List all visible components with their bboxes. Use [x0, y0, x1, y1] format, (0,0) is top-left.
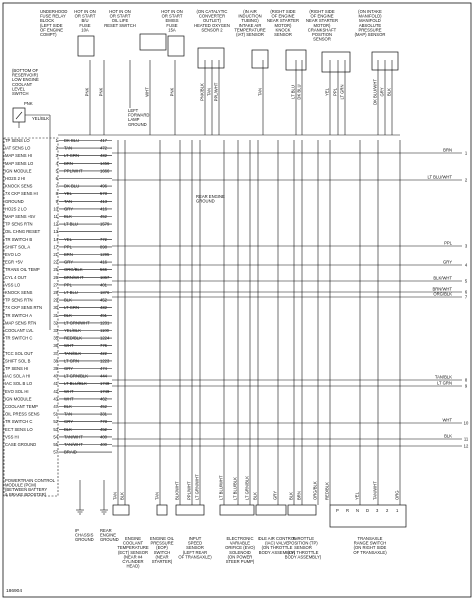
pcm-pin-color-7: YEL — [64, 191, 72, 197]
top-source-3: HOT IN ON OR START EMISS FUSE 15A — [161, 9, 183, 33]
pcm-pin-number-8: 9 — [55, 198, 58, 204]
pcm-pin-name-20: KNOCK SENS — [5, 290, 33, 295]
pcm-pin-circuit-11: 1579 — [100, 221, 110, 227]
pcm-pin-number-25: 33 — [53, 328, 58, 333]
pcm-pin-color-34: WHT — [64, 396, 74, 402]
pcm-pin-circuit-14: 898 — [100, 244, 107, 250]
source-box-1 — [140, 34, 166, 50]
pcm-pin-name-12: OIL CHNG RESET — [5, 229, 41, 235]
bottom-wire-label-0: TAN — [112, 491, 118, 500]
pcm-pin-color-14: PPL — [64, 244, 72, 250]
top-wire-label-9: DK BLU — [296, 84, 302, 100]
pcm-pin-circuit-4: 1666 — [100, 168, 110, 174]
pcm-pin-name-18: CYL 4 OUT — [5, 274, 27, 280]
bottom-wire-label-10: GRY — [272, 491, 278, 500]
pcm-pin-name-26: TR SWITCH C — [5, 335, 33, 341]
pcm-pin-color-15: BRN — [64, 252, 73, 257]
pcm-pin-name-34: IGN MODULE — [5, 396, 32, 402]
pcm-pin-number-29: 38 — [53, 358, 58, 364]
top-source-8: (ON INTAKE MANIFOLD) MANIFOLD ABSOLUTE PRESSURE (MAP) SENSOR — [354, 9, 386, 37]
pcm-pin-number-15: 21 — [53, 252, 58, 257]
bottom-wire-label-7: LT BLU/BLK — [232, 477, 238, 500]
pcm-pin-circuit-22: 432 — [100, 305, 107, 311]
bottom-component-4: IDLE AIR CONTROL (IAC) VALVE (ON THROTTLE BODY ASSEMBLY) — [257, 536, 297, 555]
pcm-pin-number-4: 5 — [55, 168, 58, 174]
pcm-horizontal-wires — [59, 141, 462, 453]
bottom-connector-2 — [176, 505, 204, 515]
bottom-wire-label-6: LT BLU/WHT — [218, 475, 224, 500]
right-connector-number-1: 2 — [464, 177, 468, 183]
pcm-pin-color-27: WHT — [64, 343, 74, 349]
right-wire-label-0: BRN — [443, 147, 452, 153]
right-wire-label-4: BLK/WHT — [433, 275, 452, 281]
pcm-pin-circuit-20: 1876 — [100, 290, 110, 295]
pcm-pin-number-34: 43 — [53, 396, 58, 402]
pcm-pin-number-9: 10 — [53, 206, 58, 212]
bottom-wire-label-3: BLK/WHT — [174, 481, 180, 500]
top-wire-label-2: WHT — [144, 87, 150, 97]
bottom-component-0: ENGINE COOLANT TEMPERATURE (ECT) SENSOR (NEAR #4 CYLINDER HEAD) — [117, 536, 149, 569]
pcm-pin-name-25: COOLANT LVL — [5, 328, 34, 333]
top-source-6: (RIGHT SIDE OF ENGINE NEAR STARTER MOTOR) KNOCK SENSOR — [267, 9, 299, 37]
pcm-pin-color-29: LT GRN — [64, 358, 79, 364]
pcm-pin-color-18: BRN/WHT — [64, 274, 84, 280]
bottom-wire-label-13: ORG/BLK — [312, 481, 318, 500]
right-connector-number-6: 7 — [464, 294, 468, 300]
pcm-pin-circuit-3: 1456 — [100, 160, 110, 166]
pcm-pin-number-14: 17 — [53, 244, 58, 250]
pcm-pin-color-23: BLK — [64, 312, 72, 318]
pcm-pin-name-15: EVO LO — [5, 252, 21, 257]
right-connector-number-8: 9 — [464, 383, 468, 389]
pcm-pin-name-39: VSS HI — [5, 434, 19, 440]
switch-pin-0: P — [336, 508, 339, 513]
pcm-pin-circuit-15: 1295 — [100, 252, 110, 257]
pcm-pin-color-21: BLK — [64, 297, 72, 303]
pcm-pin-circuit-23: 451 — [100, 312, 107, 318]
pcm-pin-number-1: 2 — [55, 145, 58, 151]
bottom-wire-label-14: RED/BLK — [324, 482, 330, 500]
pcm-pin-name-30: TP SENS HI — [5, 366, 29, 371]
pcm-pin-circuit-25: 1100 — [100, 328, 110, 333]
bottom-component-5: THROTTLE POSITION (TP) SENSOR (ON THROTTLE BODY ASSEMBLY) — [284, 536, 322, 560]
pcm-pin-number-23: 31 — [53, 312, 58, 318]
right-connector-number-3: 4 — [464, 262, 468, 268]
right-wire-label-5: BRN/WHT — [432, 286, 452, 292]
pcm-pin-number-17: 25 — [53, 267, 58, 273]
ground-symbols — [75, 108, 225, 542]
right-connector-number-4: 5 — [464, 278, 468, 284]
pcm-pin-name-21: TP SENS RTN — [5, 297, 33, 303]
pcm-pin-number-28: 37 — [53, 350, 58, 356]
pcm-pin-color-16: GRY — [64, 259, 73, 265]
pcm-pin-circuit-24: 1231 — [100, 320, 110, 326]
right-connector-number-10: 11 — [463, 436, 469, 442]
pcm-pin-circuit-40: 400 — [100, 442, 107, 447]
pcm-pin-name-7: 7X CKP SENS HI — [5, 191, 38, 197]
pcm-pin-circuit-29: 1223 — [100, 358, 110, 364]
pcm-pin-circuit-18: 1867 — [100, 274, 110, 280]
pcm-pin-color-25: YEL/BLK — [64, 328, 81, 333]
top-wire-label-13: DK BLU/WHT — [372, 79, 378, 105]
pcm-pin-name-37: TR SWITCH C — [5, 419, 33, 425]
top-source-0: UNDERHOOD FUSE RELAY BLOCK (LEFT SIDE OF ENGINE COMPT) — [40, 9, 68, 37]
top-wire-label-3: PNK — [169, 87, 175, 97]
left-forward-lamp-ground-text: LEFT FORWARD LAMP GROUND — [128, 108, 150, 127]
pcm-pin-number-18: 26 — [53, 274, 58, 280]
pcm-pin-color-0: DK BLU — [64, 138, 80, 143]
pcm-pin-circuit-39: 400 — [100, 434, 107, 440]
pcm-pin-color-8: TAN — [64, 198, 73, 204]
pcm-pin-number-41: 57 — [53, 449, 58, 455]
pcm-pin-circuit-34: 462 — [100, 396, 107, 402]
pcm-pin-color-6: DK BLU — [64, 183, 80, 189]
top-wire-label-12: LT GRN — [339, 84, 345, 100]
switch-pin-4: 3 — [376, 508, 379, 513]
rear-engine-ground-text: REAR ENGINE GROUND — [196, 194, 225, 204]
pcm-pin-circuit-28: 422 — [100, 350, 107, 356]
right-wire-label-1: LT BLU/WHT — [427, 174, 452, 180]
switch-pin-3: D — [366, 508, 370, 513]
pcm-pin-number-31: 40 — [53, 373, 58, 379]
pcm-pin-number-27: 36 — [53, 343, 58, 349]
pcm-pin-name-29: SHIFT SOL B — [5, 358, 31, 364]
pcm-pin-circuit-0: 417 — [100, 138, 107, 143]
top-wire-label-8: LT BLU — [290, 85, 296, 99]
pcm-pin-number-11: 12 — [53, 221, 58, 227]
pcm-pin-name-14: SHIFT SOL A — [5, 244, 31, 250]
pcm-pin-name-4: IGN MODULE — [5, 168, 32, 174]
pcm-pin-circuit-9: 416 — [100, 206, 107, 212]
rear-engine-ground-bottom-text: REAR ENGINE GROUND — [100, 528, 119, 543]
pcm-pin-color-24: LT GRN/WHT — [64, 320, 90, 326]
bottom-components — [117, 536, 387, 569]
pcm-pin-circuit-26: 1224 — [100, 335, 110, 341]
coolant-switch-text: (BOTTOM OF RESERVOIR) LOW ENGINE COOLANT LEVEL SWITCH — [12, 68, 39, 96]
bottom-wire-label-8: LT GRN/BLK — [244, 475, 250, 500]
pcm-pin-name-24: MAP SENS RTN — [5, 320, 37, 326]
top-wire-label-1: PNK — [98, 87, 104, 97]
bottom-component-1: ENGINE OIL PRESSURE (EOP) SWITCH (NEAR STARTER) — [150, 536, 174, 564]
bottom-component-2: INPUT SPEED SENSOR (LEFT REAR OF TRANSAXLE) — [178, 536, 212, 560]
top-source-2: HOT IN ON OR START OIL LIFE RESET SWITCH — [104, 9, 136, 28]
pcm-pin-circuit-16: 416 — [100, 259, 107, 265]
pcm-pin-number-33: 42 — [53, 388, 58, 394]
pcm-pin-color-30: GRY — [64, 366, 73, 371]
bottom-wire-label-2: TAN — [154, 491, 160, 500]
pcm-pin-color-17: ORG/BLK — [64, 267, 83, 273]
pcm-pin-number-7: 8 — [55, 191, 58, 197]
bottom-wire-label-12: BRN — [296, 491, 302, 500]
pcm-pin-color-35: BLK — [64, 404, 72, 409]
pcm-pin-name-33: EVO SOL HI — [5, 388, 29, 394]
pcm-pin-color-39: TAN/WHT — [64, 434, 83, 440]
top-wire-label-0: PNK — [84, 87, 90, 97]
pcm-pin-name-38: ECT SENS LO — [5, 426, 33, 432]
top-wire-label-11: PPL — [332, 88, 338, 96]
top-source-labels — [40, 9, 385, 42]
source-box-3 — [198, 48, 224, 68]
pcm-pin-name-1: IAT SENS LO — [5, 145, 31, 151]
diagram-id: 186904 — [6, 589, 23, 594]
pcm-pin-number-40: 55 — [53, 442, 58, 447]
pcm-pin-color-20: LT BLU — [64, 290, 78, 295]
pcm — [4, 138, 110, 497]
pcm-pin-circuit-10: 452 — [100, 214, 107, 219]
pcm-pin-color-3: BRN — [64, 160, 73, 166]
top-wire-label-7: TAN — [257, 87, 263, 97]
switch-pin-1: R — [346, 508, 350, 513]
pcm-pin-number-19: 27 — [53, 282, 58, 288]
source-box-0 — [78, 36, 94, 56]
bottom-component-6: TRANSAXLE RANGE SWITCH (ON RIGHT SIDE OF TRANSAXLE) — [353, 536, 387, 555]
pcm-pin-number-36: 51 — [53, 411, 58, 417]
pcm-pin-name-32: IAC SOL B LO — [5, 381, 33, 387]
top-source-4: (ON CATALYTIC CONVERTER OUTLET) HEATED OXYGEN SENSOR 2 — [194, 9, 230, 33]
bottom-connector-0 — [113, 505, 129, 515]
pcm-pin-name-17: TRANS OIL TEMP — [5, 267, 40, 273]
pcm-pin-number-12: 13 — [53, 229, 58, 235]
pcm-pin-name-0: TP SENS LO — [5, 138, 30, 143]
transaxle-range-switch-pins — [336, 508, 399, 513]
pcm-pin-name-10: MAP SENS +5V — [5, 214, 36, 219]
pcm-pin-circuit-7: 573 — [100, 191, 107, 197]
pcm-pin-color-13: YEL — [64, 236, 72, 242]
bottom-connector-1 — [157, 505, 167, 515]
top-wire-label-4: PNK/BLK — [199, 83, 205, 101]
pcm-pin-circuit-35: 452 — [100, 404, 107, 409]
bottom-wire-bundle — [76, 140, 406, 527]
pcm-pin-name-28: TCC SOL OUT — [5, 350, 33, 356]
bottom-wire-label-9: BLK — [252, 492, 258, 500]
top-source-1: HOT IN ON OR START B/U FUSE 10A — [74, 9, 96, 33]
bottom-wire-label-16: TAN/WHT — [372, 481, 378, 500]
pcm-pin-name-31: IAC SOL A HI — [5, 373, 31, 379]
pcm-pin-name-23: TR SWITCH A — [5, 312, 32, 318]
top-wire-label-10: YEL — [324, 88, 330, 96]
pcm-pin-color-32: LT BLU/BLK — [64, 381, 87, 387]
pcm-pin-color-1: TAN — [64, 145, 73, 151]
right-wire-label-9: WHT — [442, 417, 452, 423]
pcm-pin-circuit-1: 472 — [100, 145, 107, 151]
bottom-wire-label-5: LT GRN/WHT — [194, 474, 200, 500]
bottom-wire-label-17: ORG — [394, 490, 400, 500]
pcm-pin-color-28: TAN/BLK — [64, 350, 82, 356]
pcm-pin-color-11: LT BLU — [64, 221, 78, 227]
pcm-pin-circuit-37: 773 — [100, 419, 107, 425]
pcm-pin-color-26: RED/BLK — [64, 335, 82, 341]
coolant-switch-wire-color: YEL/BLK — [32, 116, 49, 121]
coolant-switch-pnk: PNK — [24, 101, 33, 106]
top-wire-bundle — [58, 34, 400, 135]
pcm-pin-name-2: MAP SENS HI — [5, 153, 32, 159]
bottom-connector-5 — [288, 505, 316, 515]
pcm-pin-color-33: WHT — [64, 388, 74, 394]
bottom-wire-label-11: BLK — [288, 492, 294, 500]
pcm-pin-list — [5, 138, 110, 497]
pcm-pin-circuit-2: 432 — [100, 153, 107, 159]
pcm-pin-circuit-21: 452 — [100, 297, 107, 303]
top-source-5: (IN AIR INDUCTION TUBING) INTAKE AIR TEMPERATURE (IAT) SENSOR — [234, 9, 266, 37]
right-connector-number-0: 1 — [464, 150, 468, 156]
pcm-pin-number-2: 3 — [55, 153, 58, 159]
pcm-pin-color-40: TAN/WHT — [64, 442, 83, 447]
right-wire-label-10: BLK — [444, 433, 452, 439]
pcm-pin-name-35: COOLANT TEMP — [5, 404, 38, 409]
right-connector-number-9: 10 — [463, 420, 469, 426]
pcm-pin-number-3: 4 — [55, 160, 58, 166]
pcm-pin-number-24: 32 — [53, 320, 58, 326]
pcm-pin-name-8: GROUND — [5, 198, 24, 204]
pcm-note-text: POWERTRAIN CONTROL MODULE (PCM) (BETWEEN BATTERY & BRAKE BOOSTER) — [5, 478, 55, 497]
right-connector-number-2: 3 — [464, 243, 468, 249]
pcm-pin-color-31: LT GRN/BLK — [64, 373, 89, 379]
right-wire-label-3: GRY — [443, 259, 452, 265]
pcm-pin-circuit-19: 401 — [100, 282, 107, 288]
top-wire-label-14: GRY — [379, 87, 385, 97]
pcm-pin-color-41: BRAID — [64, 449, 77, 455]
pcm-pin-color-9: GRY — [64, 206, 73, 212]
pcm-pin-circuit-33: 1749 — [100, 388, 110, 394]
pcm-pin-circuit-8: 413 — [100, 198, 107, 204]
pcm-pin-number-22: 30 — [53, 305, 58, 311]
pcm-pin-number-32: 41 — [53, 381, 58, 387]
pcm-pin-number-10: 11 — [53, 214, 58, 219]
bottom-connector-4 — [256, 505, 286, 515]
bottom-wire-label-1: BLK — [119, 492, 125, 500]
pcm-pin-number-37: 52 — [53, 419, 58, 425]
source-box-4 — [252, 50, 268, 68]
pcm-pin-circuit-38: 452 — [100, 426, 107, 432]
switch-pin-6: 1 — [396, 508, 399, 513]
pcm-pin-name-36: OIL PRESS SENS — [5, 411, 40, 417]
pcm-pin-name-22: 7X CKP SENS RTN — [5, 305, 43, 311]
ip-chassis-ground-text: IP CHASSIS GROUND — [75, 528, 94, 543]
pcm-pin-circuit-6: 496 — [100, 183, 107, 189]
pcm-pin-color-37: GRY — [64, 419, 73, 425]
right-connector-number-5: 6 — [464, 289, 468, 295]
pcm-pin-color-36: TAN — [64, 411, 73, 417]
bottom-wire-label-15: YEL — [354, 492, 360, 500]
pcm-pin-name-6: KNOCK SENS — [5, 183, 33, 189]
pcm-pin-number-16: 22 — [53, 259, 58, 265]
pcm-pin-number-35: 47 — [53, 404, 58, 409]
pcm-pin-number-6: 7 — [55, 183, 58, 189]
pcm-pin-name-9: HO2S 2 LO — [5, 206, 27, 212]
pcm-pin-name-5: HO2S 2 HI — [5, 176, 26, 181]
pcm-pin-number-26: 35 — [53, 335, 58, 341]
pcm-pin-number-30: 39 — [53, 366, 58, 371]
pcm-pin-number-13: 14 — [53, 236, 58, 242]
top-wire-label-6: PPL/WHT — [213, 82, 219, 102]
pcm-pin-name-13: TR SWITCH B — [5, 236, 33, 242]
switch-pin-2: N — [356, 508, 360, 513]
pcm-pin-name-3: MAP SENS LO — [5, 160, 34, 166]
top-wire-label-15: BLK — [386, 88, 392, 96]
bottom-component-3: ELECTRONIC VARIABLE ORIFICE (EVO) SOLENOID (ON POWER STEER PUMP) — [225, 536, 255, 564]
pcm-pin-circuit-27: 776 — [100, 343, 107, 349]
pcm-pin-color-4: PPL/WHT — [64, 168, 83, 174]
pcm-pin-color-19: PPL — [64, 282, 72, 288]
pcm-pin-number-39: 54 — [53, 434, 58, 440]
top-source-7: (RIGHT SIDE OF ENGINE NEAR STARTER MOTOR) CRANKSHAFT POSITION SENSOR — [306, 9, 338, 42]
pcm-pin-name-11: TP SENS RTN — [5, 221, 33, 227]
pcm-pin-number-38: 53 — [53, 426, 58, 432]
pcm-pin-name-40: CASE GROUND — [5, 442, 37, 447]
right-connector-labels — [427, 148, 469, 449]
right-wire-label-7: TAN/BLK — [434, 374, 452, 380]
right-wire-label-2: PPL — [444, 240, 452, 246]
pcm-pin-number-21: 29 — [53, 297, 58, 303]
pcm-pin-number-5: 6 — [55, 176, 58, 181]
right-connector-number-7: 8 — [464, 377, 468, 383]
pcm-pin-number-0: 1 — [55, 138, 58, 143]
pcm-pin-circuit-31: 444 — [100, 373, 107, 379]
pcm-pin-color-22: LT GRN — [64, 305, 79, 311]
pcm-pin-color-10: BLK — [64, 214, 72, 219]
pcm-pin-color-2: LT GRN — [64, 153, 79, 159]
pcm-pin-circuit-13: 772 — [100, 236, 107, 242]
pcm-pin-color-38: BLK — [64, 426, 72, 432]
top-wire-label-5: TAN — [206, 87, 212, 97]
bottom-connector-3 — [220, 505, 254, 515]
pcm-pin-circuit-36: 331 — [100, 411, 107, 417]
source-box-6 — [322, 52, 350, 72]
right-connector-number-11: 12 — [463, 443, 469, 449]
right-wire-label-8: LT GRN — [437, 380, 452, 386]
pcm-pin-number-20: 28 — [53, 290, 58, 295]
pcm-pin-name-19: VSS LO — [5, 282, 21, 288]
source-box-2 — [168, 36, 184, 56]
switch-pin-5: 2 — [386, 508, 389, 513]
bottom-wire-label-4: PPL/WHT — [186, 481, 192, 500]
pcm-pin-name-16: EGR +5V — [5, 259, 23, 265]
pcm-pin-circuit-30: 474 — [100, 366, 107, 371]
pcm-pin-circuit-17: 566 — [100, 267, 107, 273]
right-wire-label-6: ORG/BLK — [433, 291, 452, 297]
pcm-pin-circuit-32: 1748 — [100, 381, 110, 387]
